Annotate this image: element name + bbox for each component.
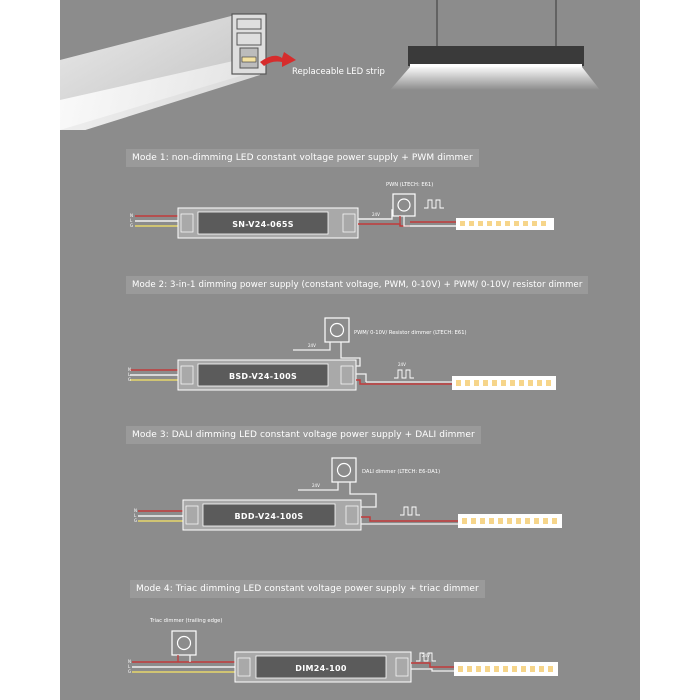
wire-label: N	[130, 213, 133, 218]
voltage-label-2: 24V	[398, 362, 406, 367]
wire-label: G	[130, 223, 134, 228]
pendant-light	[408, 46, 584, 66]
mode3-diagram	[60, 455, 640, 555]
led-strip-slot	[242, 57, 256, 62]
header-illustration	[60, 0, 640, 130]
wire-label: L	[128, 664, 131, 669]
wire-label: L	[130, 218, 133, 223]
voltage-label: 24V	[308, 343, 316, 348]
wire-label: G	[134, 518, 138, 523]
dimmer-label: PWM/ 0-10V/ Resistor dimmer (LTECH: E61)	[354, 330, 467, 336]
wire-label: N	[134, 508, 137, 513]
psu-model: BDD-V24-100S	[234, 512, 304, 521]
triac-dimmer	[172, 631, 196, 655]
pwm-wave-icon	[424, 200, 444, 208]
psu-model: BSD-V24-100S	[228, 372, 298, 381]
voltage-label: 24V	[372, 212, 380, 217]
mode4-title: Mode 4: Triac dimming LED constant voltage power supply + triac dimmer	[130, 580, 485, 598]
wire-label: G	[128, 377, 132, 382]
wire-label: L	[128, 372, 131, 377]
mode2-title: Mode 2: 3-in-1 dimming power supply (constant voltage, PWM, 0-10V) + PWM/ 0-10V/ resistor dimmer	[126, 276, 588, 294]
pwm-dimmer	[325, 318, 349, 342]
mode1-title: Mode 1: non-dimming LED constant voltage power supply + PWM dimmer	[126, 149, 479, 167]
wire-label: N	[128, 659, 131, 664]
pwm-wave-icon	[400, 507, 420, 515]
dimmer-label: DALI dimmer (LTECH: E6-DA1)	[362, 469, 441, 475]
pwm-dimmer	[393, 194, 415, 216]
wire-label: L	[134, 513, 137, 518]
voltage-label: 24V	[312, 483, 320, 488]
mode3-title: Mode 3: DALI dimming LED constant voltage power supply + DALI dimmer	[126, 426, 481, 444]
dimmer-label: Triac dimmer (trailing edge)	[150, 618, 223, 624]
mode1-diagram	[60, 180, 640, 260]
diagram-canvas	[60, 0, 640, 700]
wire-label: G	[128, 669, 132, 674]
strip-caption: Replaceable LED strip	[292, 67, 385, 77]
voltage-label: 24V	[422, 653, 430, 658]
dali-dimmer	[332, 458, 356, 482]
psu-model: DIM24-100	[295, 664, 347, 673]
psu-model: SN-V24-065S	[232, 220, 294, 229]
pwm-wave-icon	[394, 370, 414, 378]
mode2-diagram	[60, 310, 640, 410]
wire-label: N	[128, 367, 131, 372]
dimmer-label: PWN (LTECH: E61)	[386, 182, 434, 188]
mode4-diagram	[60, 605, 640, 700]
